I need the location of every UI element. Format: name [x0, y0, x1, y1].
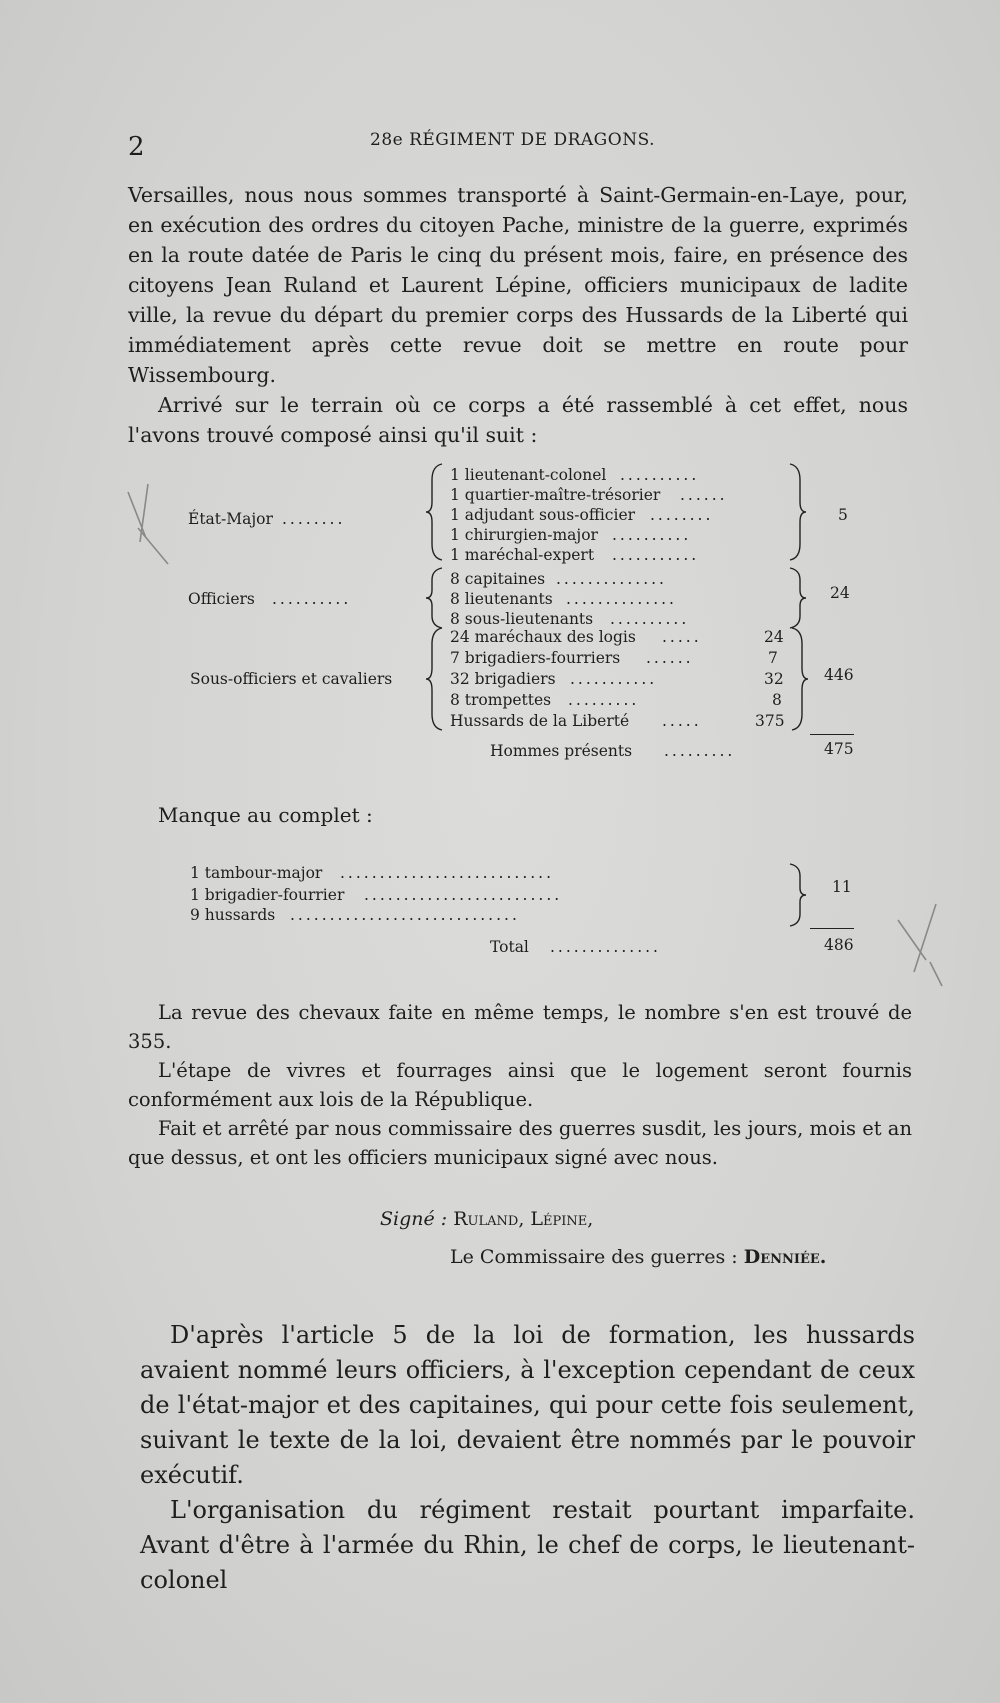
leader-dots: .......... [610, 610, 690, 628]
grand-total-label: Total [490, 938, 529, 956]
leader-dots: ...... [646, 649, 694, 667]
leader-dots: ........ [282, 510, 346, 528]
intro-paragraph: Arrivé sur le terrain où ce corps a été rassemblé à cet effet, nous l'avons trouvé composé ainsi qu'il suit : [128, 393, 908, 447]
pencil-mark [896, 900, 946, 990]
closing-paragraph: Fait et arrêté par nous commissaire des guerres susdit, les jours, mois et an que dessus, et ont les officiers municipaux signé avec nous. [128, 1117, 912, 1169]
leader-dots: ........... [570, 670, 658, 688]
signatory-names: Ruland, Lépine, [453, 1208, 594, 1230]
leader-dots: .............. [550, 938, 661, 956]
table-row: 8 capitaines [450, 570, 546, 588]
leader-dots: ........... [612, 546, 700, 564]
leader-dots: ........................... [340, 864, 555, 882]
table-row: 8 sous-lieutenants [450, 610, 594, 628]
sum-rule [810, 734, 854, 735]
signature-line [380, 1208, 593, 1230]
leader-dots: ..... [662, 712, 702, 730]
leader-dots: ......... [664, 742, 736, 760]
row-count: 8 [772, 691, 782, 709]
group-label: Sous-officiers et cavaliers [190, 670, 393, 688]
present-label: Hommes présents [490, 742, 633, 760]
table-row: 1 adjudant sous-officier [450, 506, 636, 524]
commissaire-label: Le Commissaire des guerres : [450, 1246, 738, 1268]
leader-dots: ......................... [364, 886, 563, 904]
running-head: 28e RÉGIMENT DE DRAGONS. [370, 130, 656, 150]
leader-dots: ......... [568, 691, 640, 709]
missing-row: 1 tambour-major [190, 864, 323, 882]
leader-dots: .......... [620, 466, 700, 484]
table-row: 1 quartier-maître-trésorier [450, 486, 661, 504]
leader-dots: ............................. [290, 906, 520, 924]
table-row: 7 brigadiers-fourriers [450, 649, 621, 667]
closing-text [128, 998, 912, 1172]
narrative-paragraph: D'après l'article 5 de la loi de formation, les hussards avaient nommé leurs officiers, à l'exception cependant de ceux de l'état-major et des capitaines, qui pour cette fois seulement, suivant le texte de la loi, devaient être nommés par le pouvoir exécutif. [140, 1321, 915, 1489]
table-row: 1 chirurgien-major [450, 526, 598, 544]
left-brace [424, 566, 446, 630]
row-count: 7 [768, 649, 778, 667]
commissaire-line [450, 1246, 826, 1268]
missing-row: 9 hussards [190, 906, 276, 924]
pencil-mark [124, 478, 174, 568]
missing-total: 11 [832, 878, 852, 896]
row-count: 32 [764, 670, 784, 688]
closing-paragraph: L'étape de vivres et fourrages ainsi que le logement seront fournis conformément aux lois de la République. [128, 1059, 912, 1111]
signed-label: Signé : [380, 1208, 448, 1230]
right-brace [788, 462, 808, 562]
group-total: 5 [838, 506, 848, 524]
left-brace [424, 462, 446, 562]
narrative-text [140, 1318, 915, 1598]
leader-dots: .............. [556, 570, 667, 588]
table-row: 8 trompettes [450, 691, 552, 709]
present-total: 475 [824, 740, 854, 758]
table-row: Hussards de la Liberté [450, 712, 630, 730]
group-total: 446 [824, 666, 854, 684]
leader-dots: .............. [566, 590, 677, 608]
leader-dots: .......... [272, 590, 352, 608]
sum-rule [810, 928, 854, 929]
leader-dots: ..... [662, 628, 702, 646]
row-count: 24 [764, 628, 784, 646]
right-brace [788, 566, 808, 630]
leader-dots: .......... [612, 526, 692, 544]
commissaire-name: Denniée. [743, 1246, 827, 1268]
group-label: État-Major [188, 510, 273, 528]
intro-text [128, 180, 908, 450]
group-total: 24 [830, 584, 850, 602]
grand-total: 486 [824, 936, 854, 954]
closing-paragraph: La revue des chevaux faite en même temps, le nombre s'en est trouvé de 355. [128, 1001, 912, 1053]
intro-paragraph: Versailles, nous nous sommes transporté à Saint-Germain-en-Laye, pour, en exécution des ordres du citoyen Pache, ministre de la guerre, exprimés en la route datée de Paris le cinq du présent mois, faire, en présence des citoyens Jean Ruland et Laurent Lépine, officiers municipaux de ladite ville, la revue du départ du premier corps des Hussards de la Liberté qui immédiatement après cette revue doit se mettre en route pour Wissembourg. [128, 183, 908, 387]
page-number: 2 [128, 132, 145, 162]
left-brace [424, 626, 446, 732]
table-row: 24 maréchaux des logis [450, 628, 636, 646]
right-brace [788, 862, 808, 928]
group-label: Officiers [188, 590, 255, 608]
table-row: 1 lieutenant-colonel [450, 466, 607, 484]
leader-dots: ........ [650, 506, 714, 524]
table-row: 8 lieutenants [450, 590, 553, 608]
missing-row: 1 brigadier-fourrier [190, 886, 345, 904]
narrative-paragraph: L'organisation du régiment restait pourtant imparfaite. Avant d'être à l'armée du Rhin, le chef de corps, le lieutenant-colonel [140, 1496, 915, 1594]
leader-dots: ...... [680, 486, 728, 504]
table-row: 32 brigadiers [450, 670, 556, 688]
row-count: 375 [755, 712, 785, 730]
missing-heading: Manque au complet : [158, 803, 373, 827]
table-row: 1 maréchal-expert [450, 546, 595, 564]
right-brace [790, 626, 810, 732]
